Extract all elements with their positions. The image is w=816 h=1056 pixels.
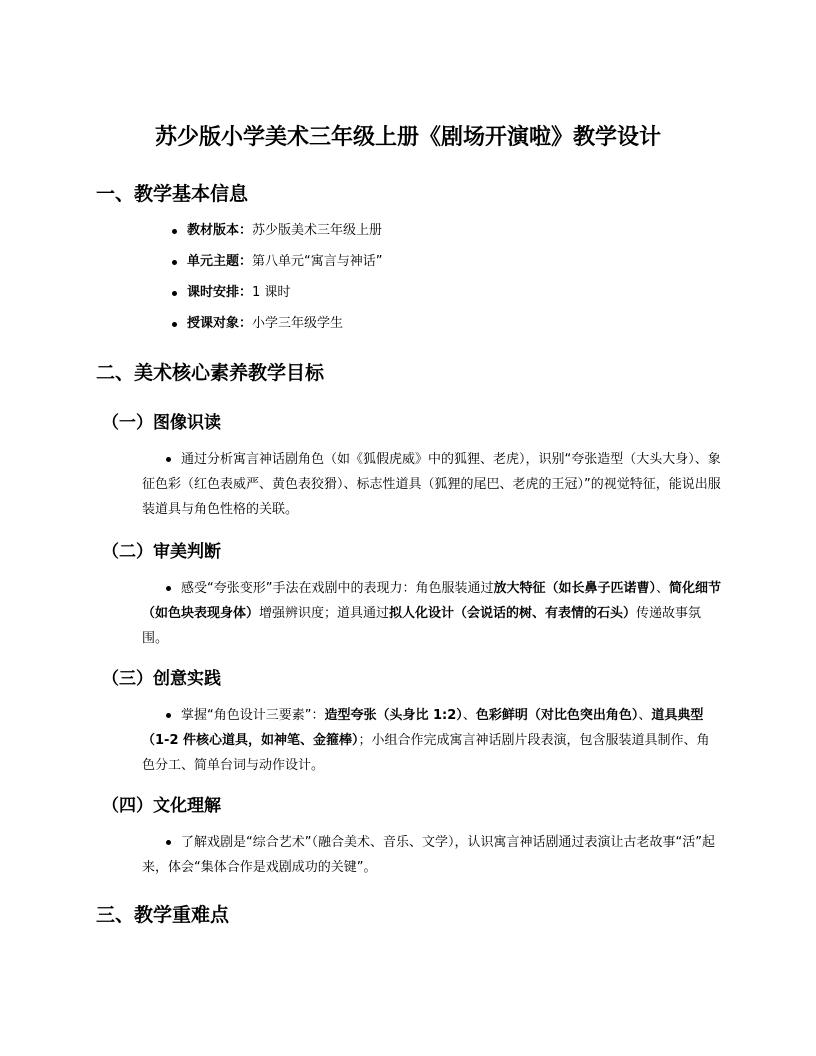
section-heading-objectives: 二、美术核心素养教学目标 xyxy=(96,362,325,384)
paragraph-text: 了解戏剧是“综合艺术”（融合美术、音乐、文学），认识寓言神话剧通过表演让古老故事“活”起来，体会“集体合作是戏剧成功的关键”。 xyxy=(142,835,715,875)
list-item xyxy=(172,221,383,252)
text-run: 增强辨识度；道具通过 xyxy=(259,606,390,621)
item-value: 苏少版美术三年级上册 xyxy=(252,223,383,238)
subsection-heading-aesthetic-judgment: （二）审美判断 xyxy=(102,542,221,562)
bold-run: 道具典型（1-2 件核心道具，如神笔、金箍棒） xyxy=(142,708,704,748)
text-run: 感受“夸张变形”手法在戏剧中的表现力：角色服装通过 xyxy=(181,581,494,596)
bullet-icon xyxy=(172,260,177,265)
subsection-heading-creative-practice: （三）创意实践 xyxy=(102,669,221,689)
bullet-icon xyxy=(172,322,177,327)
section-heading-key-points: 三、教学重难点 xyxy=(96,904,230,926)
text-run: 、 xyxy=(462,708,476,723)
list-item xyxy=(172,252,383,283)
text-run: 、 xyxy=(656,581,670,596)
paragraph-text: 通过分析寓言神话剧角色（如《狐假虎威》中的狐狸、老虎），识别“夸张造型（大头大身）、象征色彩（红色表威严、黄色表狡猾）、标志性道具（狐狸的尾巴、老虎的王冠）”的视觉特征，能说出服装道具与角色性格的关联。 xyxy=(142,452,721,517)
bullet-icon xyxy=(166,457,171,462)
paragraph-aesthetic-judgment xyxy=(142,576,722,651)
text-run: 、 xyxy=(638,708,652,723)
item-label: 教材版本： xyxy=(187,223,253,238)
basic-info-list xyxy=(172,221,383,345)
bold-run: 简化细节（如色块表现身体） xyxy=(142,581,722,621)
bullet-icon xyxy=(166,713,171,718)
document-title: 苏少版小学美术三年级上册《剧场开演啦》教学设计 xyxy=(154,124,661,150)
paragraph-image-reading xyxy=(142,447,722,522)
text-run: ；小组合作完成寓言神话剧片段表演，包含服装道具制作、角色分工、简单台词与动作设计。 xyxy=(142,733,710,773)
list-item xyxy=(172,283,383,314)
list-item xyxy=(172,314,383,345)
bullet-icon xyxy=(172,291,177,296)
subsection-heading-image-reading: （一）图像识读 xyxy=(102,413,221,433)
paragraph-cultural-understanding xyxy=(142,830,722,880)
bold-run: 拟人化设计（会说话的树、有表情的石头） xyxy=(389,606,637,621)
item-label: 单元主题： xyxy=(187,254,253,269)
section-heading-basic-info: 一、教学基本信息 xyxy=(96,183,249,205)
bold-run: 色彩鲜明（对比色突出角色） xyxy=(475,708,639,723)
bullet-icon xyxy=(166,586,171,591)
paragraph-creative-practice xyxy=(142,703,722,778)
item-value: 1 课时 xyxy=(252,285,291,300)
text-run: 传递故事氛围。 xyxy=(142,606,702,646)
item-value: 小学三年级学生 xyxy=(252,316,344,331)
text-run: 掌握“角色设计三要素”： xyxy=(181,708,325,723)
bullet-icon xyxy=(172,229,177,234)
bold-run: 放大特征（如长鼻子匹诺曹） xyxy=(493,581,656,596)
item-label: 授课对象： xyxy=(187,316,253,331)
item-label: 课时安排： xyxy=(187,285,253,300)
bold-run: 造型夸张（头身比 1:2） xyxy=(324,708,463,723)
item-value: 第八单元“寓言与神话” xyxy=(252,254,383,269)
bullet-icon xyxy=(166,840,171,845)
subsection-heading-cultural-understanding: （四）文化理解 xyxy=(102,796,221,816)
